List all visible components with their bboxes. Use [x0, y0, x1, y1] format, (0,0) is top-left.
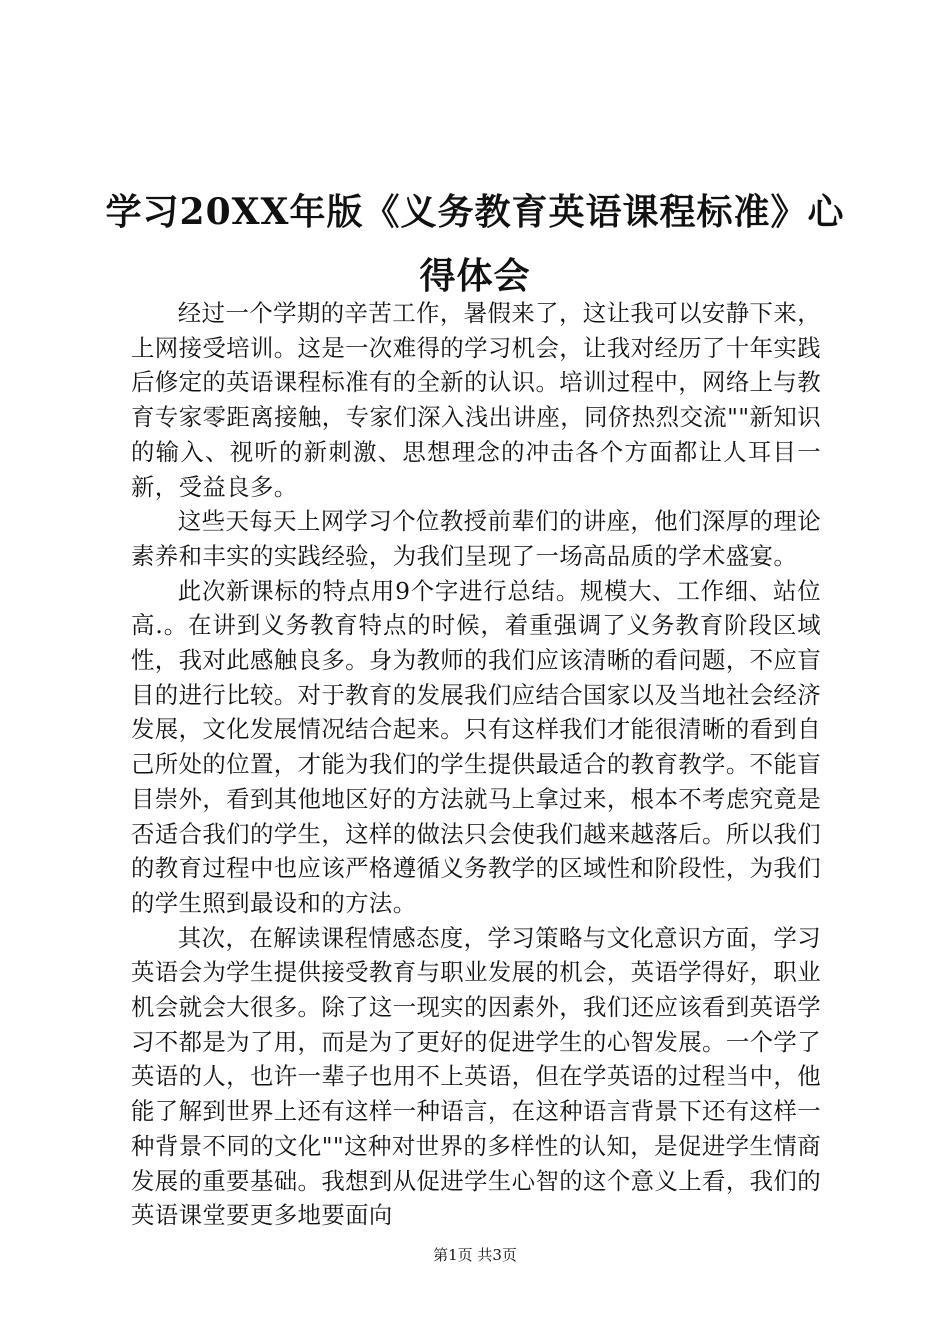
paragraph-1: 经过一个学期的辛苦工作，暑假来了，这让我可以安静下来，上网接受培训。这是一次难得的学习机会，让我对经历了十年实践后修定的英语课程标准有的全新的认识。培训过程中，网络上与教育专家零距离接触，专家们深入浅出讲座，同侪热烈交流""新知识的输入、视听的新刺激、思想理念的冲击各个方面都让人耳目一新，受益良多。 [131, 299, 821, 501]
document-body [131, 296, 821, 1233]
paragraph-4: 其次，在解读课程情感态度，学习策略与文化意识方面，学习英语会为学生提供接受教育与职业发展的机会，英语学得好，职业机会就会大很多。除了这一现实的因素外，我们还应该看到英语学习不都是为了用，而是为了更好的促进学生的心智发展。一个学了英语的人，也许一辈子也用不上英语，但在学英语的过程当中，他能了解到世界上还有这样一种语言，在这种语言背景下还有这样一种背景不同的文化""这种对世界的多样性的认知，是促进学生情商发展的重要基础。我想到从促进学生心智的这个意义上看，我们的英语课堂要更多地要面向 [131, 923, 821, 1230]
page-number-footer: 第1页 共3页 [433, 1246, 517, 1264]
document-title: 学习20XX年版《义务教育英语课程标准》心得体会 [105, 191, 845, 297]
paragraph-3: 此次新课标的特点用9个字进行总结。规模大、工作细、站位高.。在讲到义务教育特点的时候，着重强调了义务教育阶段区域性，我对此感触良多。身为教师的我们应该清晰的看问题，不应盲目的进行比较。对于教育的发展我们应结合国家以及当地社会经济发展，文化发展情况结合起来。只有这样我们才能很清晰的看到自己所处的位置，才能为我们的学生提供最适合的教育教学。不能盲目崇外，看到其他地区好的方法就马上拿过来，根本不考虑究竟是否适合我们的学生，这样的做法只会使我们越来越落后。所以我们的教育过程中也应该严格遵循义务教学的区域性和阶段性，为我们的学生照到最设和的方法。 [131, 576, 821, 917]
paragraph-2: 这些天每天上网学习个位教授前辈们的讲座，他们深厚的理论素养和丰实的实践经验，为我们呈现了一场高品质的学术盛宴。 [131, 507, 821, 570]
